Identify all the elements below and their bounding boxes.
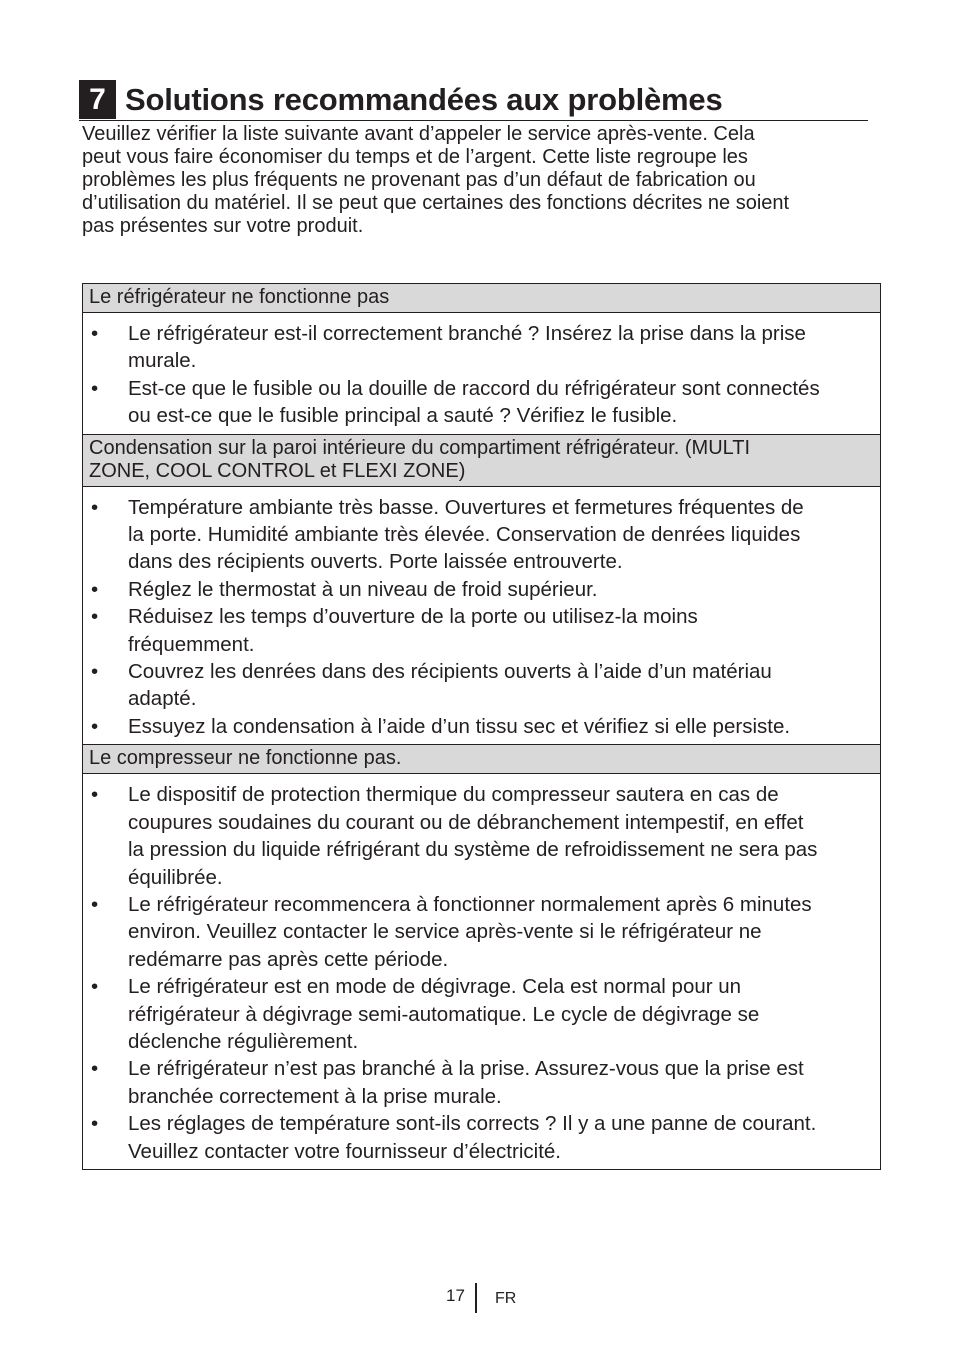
problem-heading-line: Le compresseur ne fonctionne pas. — [89, 747, 402, 770]
bullet-icon: • — [91, 892, 99, 916]
solution-text — [128, 781, 880, 891]
solution-line: redémarre pas après cette période. — [128, 947, 449, 971]
solution-text — [128, 658, 880, 713]
solution-text — [128, 713, 880, 740]
solution-line: Les réglages de température sont-ils corrects ? Il y a une panne de courant. — [128, 1112, 817, 1136]
intro-line: pas présentes sur votre produit. — [82, 215, 364, 237]
solution-text — [128, 1110, 880, 1165]
solution-text — [128, 576, 880, 603]
solution-item — [83, 603, 880, 658]
solution-item — [83, 320, 880, 375]
problem-heading-line: ZONE, COOL CONTROL et FLEXI ZONE) — [89, 459, 466, 482]
solution-list — [83, 487, 880, 746]
solution-text — [128, 320, 880, 375]
solution-line: dans des récipients ouverts. Porte laissée entrouverte. — [128, 550, 623, 574]
solution-item — [83, 973, 880, 1055]
problem-heading-line: Condensation sur la paroi intérieure du compartiment réfrigérateur. (MULTI — [89, 436, 751, 459]
solution-text — [128, 603, 880, 658]
intro-line: d’utilisation du matériel. Il se peut que certaines des fonctions décrites ne soient — [82, 192, 790, 214]
intro-paragraph — [82, 123, 872, 238]
solution-line: environ. Veuillez contacter le service après-vente si le réfrigérateur ne — [128, 920, 762, 944]
solution-line: adapté. — [128, 687, 197, 711]
solution-line: Est-ce que le fusible ou la douille de raccord du réfrigérateur sont connectés — [128, 376, 820, 400]
solution-text — [128, 891, 880, 973]
solution-line: Le dispositif de protection thermique du compresseur sautera en cas de — [128, 783, 779, 807]
solution-text — [128, 973, 880, 1055]
solution-item — [83, 375, 880, 430]
bullet-icon: • — [91, 605, 99, 629]
solution-line: coupures soudaines du courant ou de débranchement intempestif, en effet — [128, 810, 804, 834]
solution-line: Veuillez contacter votre fournisseur d’électricité. — [128, 1139, 561, 1163]
solution-line: Réduisez les temps d’ouverture de la porte ou utilisez-la moins — [128, 605, 698, 629]
intro-line: peut vous faire économiser du temps et de l’argent. Cette liste regroupe les — [82, 146, 748, 168]
bullet-icon: • — [91, 577, 99, 601]
solution-line: branchée correctement à la prise murale. — [128, 1084, 502, 1108]
bullet-icon: • — [91, 376, 99, 400]
solution-item — [83, 781, 880, 891]
section-number-badge: 7 — [79, 80, 116, 119]
solution-line: murale. — [128, 349, 197, 373]
bullet-icon: • — [91, 1112, 99, 1136]
solution-line: déclenche régulièrement. — [128, 1029, 359, 1053]
solution-line: la pression du liquide réfrigérant du système de refroidissement ne sera pas — [128, 838, 818, 862]
solution-line: réfrigérateur à dégivrage semi-automatique. Le cycle de dégivrage se — [128, 1002, 760, 1026]
problem-heading — [83, 435, 880, 487]
bullet-icon: • — [91, 714, 99, 738]
troubleshooting-table — [82, 283, 881, 1170]
solution-line: Température ambiante très basse. Ouvertures et fermetures fréquentes de — [128, 495, 804, 519]
bullet-icon: • — [91, 783, 99, 807]
solution-text — [128, 1055, 880, 1110]
solution-item — [83, 1055, 880, 1110]
solution-list — [83, 774, 880, 1169]
solution-line: fréquemment. — [128, 632, 255, 656]
section-title: Solutions recommandées aux problèmes — [125, 82, 723, 117]
bullet-icon: • — [91, 660, 99, 684]
footer-divider — [475, 1283, 477, 1313]
solution-line: Le réfrigérateur recommencera à fonctionner normalement après 6 minutes — [128, 892, 812, 916]
solution-line: ou est-ce que le fusible principal a sauté ? Vérifiez le fusible. — [128, 404, 678, 428]
solution-list — [83, 313, 880, 435]
solution-line: équilibrée. — [128, 865, 223, 889]
problem-heading — [83, 284, 880, 313]
solution-item — [83, 891, 880, 973]
page-footer — [0, 1283, 954, 1315]
solution-item — [83, 713, 880, 740]
solution-line: Le réfrigérateur est en mode de dégivrage. Cela est normal pour un — [128, 975, 742, 999]
solution-line: Le réfrigérateur est-il correctement branché ? Insérez la prise dans la prise — [128, 322, 806, 345]
solution-line: Essuyez la condensation à l’aide d’un tissu sec et vérifiez si elle persiste. — [128, 714, 791, 738]
intro-line: Veuillez vérifier la liste suivante avant d’appeler le service après-vente. Cela — [82, 123, 755, 145]
solution-item — [83, 576, 880, 603]
solution-item — [83, 1110, 880, 1165]
section-heading — [79, 80, 868, 121]
solution-line: la porte. Humidité ambiante très élevée. Conservation de denrées liquides — [128, 523, 801, 547]
solution-line: Couvrez les denrées dans des récipients ouverts à l’aide d’un matériau — [128, 660, 772, 684]
problem-heading-line: Le réfrigérateur ne fonctionne pas — [89, 286, 390, 308]
page-number: 17 — [446, 1286, 465, 1305]
bullet-icon: • — [91, 1057, 99, 1081]
solution-line: Le réfrigérateur n’est pas branché à la prise. Assurez-vous que la prise est — [128, 1057, 804, 1081]
solution-line: Réglez le thermostat à un niveau de froid supérieur. — [128, 577, 598, 601]
language-code: FR — [495, 1290, 517, 1307]
problem-heading — [83, 745, 880, 774]
bullet-icon: • — [91, 322, 99, 345]
solution-text — [128, 494, 880, 576]
solution-text — [128, 375, 880, 430]
bullet-icon: • — [91, 975, 99, 999]
bullet-icon: • — [91, 495, 99, 519]
intro-line: problèmes les plus fréquents ne provenant pas d’un défaut de fabrication ou — [82, 169, 756, 191]
solution-item — [83, 494, 880, 576]
solution-item — [83, 658, 880, 713]
